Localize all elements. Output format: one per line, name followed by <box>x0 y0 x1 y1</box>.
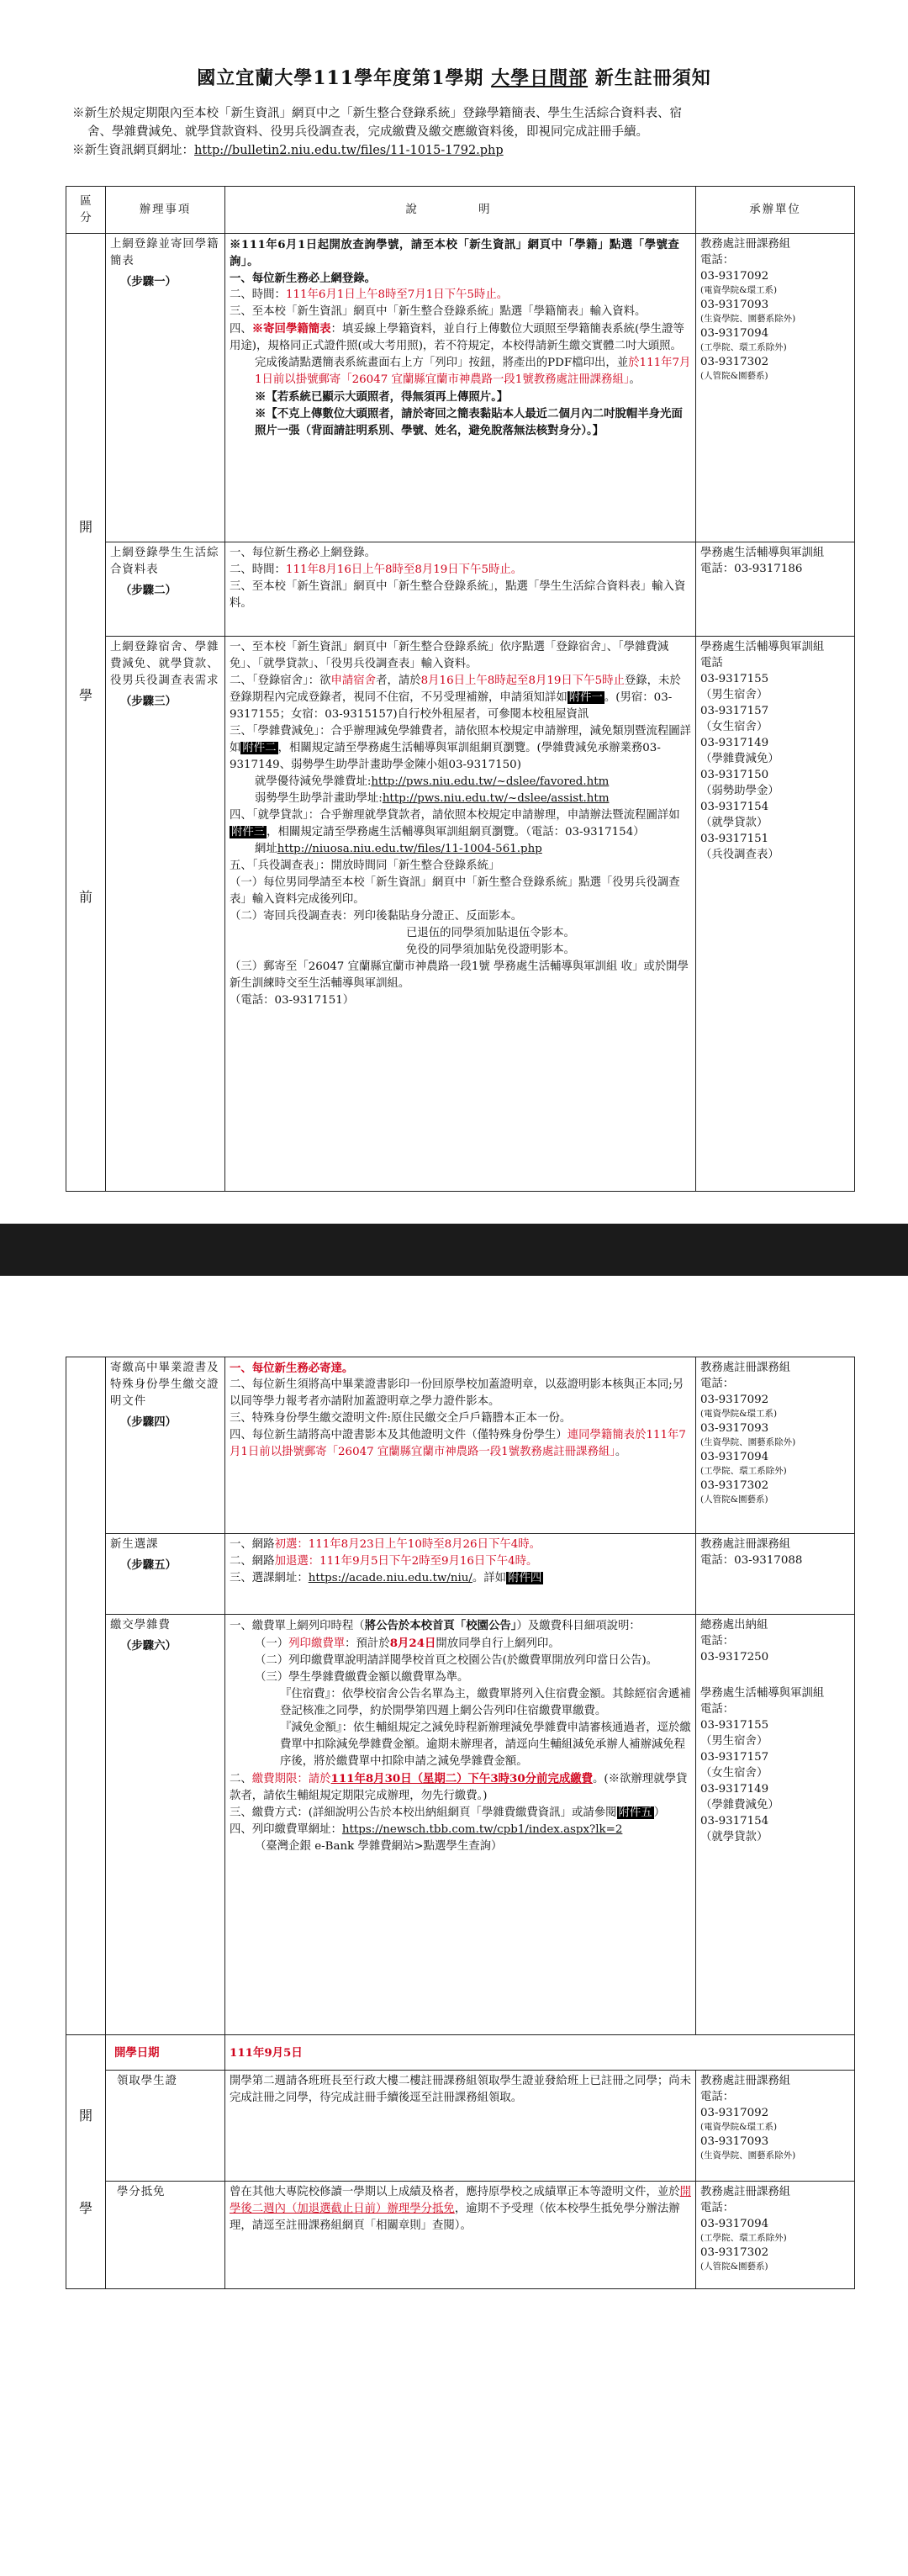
org-phone-note: (工學院、環工系除外) <box>700 2233 787 2243</box>
org-phone-note: (人管院&園藝系) <box>700 2261 768 2272</box>
opening-date-value: 111年9月5日 <box>225 2035 855 2071</box>
table-row-opening-date <box>66 2035 855 2071</box>
step-label: （步驟三） <box>120 695 177 708</box>
org-step6 <box>696 1615 855 2035</box>
desc-line: （二）列印繳費單說明請詳閱學校首頁之校園公告(於繳費單開放列印當日公告)。 <box>255 1654 658 1667</box>
org-name: 教務處註冊課務組 <box>700 2186 791 2198</box>
course-selection-link[interactable]: https://acade.niu.edu.tw/niu/ <box>308 1572 472 1584</box>
desc-line: 三、特殊身份學生繳交證明文件:原住民繳交全戶戶籍謄本正本一份。 <box>230 1412 572 1425</box>
org-phone-note: (工學院、環工系除外) <box>700 342 787 352</box>
org-phone: 03-9317302 <box>700 356 769 368</box>
org-phone: 03-9317094 <box>700 1451 769 1463</box>
org-phone: 03-9317149 <box>700 1783 769 1796</box>
org-tel-label: 電話： <box>700 2091 735 2103</box>
header-item: 辦理事項 <box>106 187 225 234</box>
org-phone-note: (電資學院&環工系) <box>700 1409 778 1419</box>
org-name: 教務處註冊課務組 <box>700 2075 791 2087</box>
org-phone-note: (電資學院&環工系) <box>700 285 778 295</box>
title-school: 國立宜蘭大學111學年度第1學期 <box>197 67 484 89</box>
desc-line: 網址http://niuosa.niu.edu.tw/files/11-1004-561.php <box>255 843 542 855</box>
table-row-step6 <box>66 1615 855 2035</box>
item-step5 <box>106 1534 225 1615</box>
org-tel-label: 電話 <box>700 657 723 669</box>
page-separator <box>0 1224 908 1276</box>
loan-link[interactable]: http://niuosa.niu.edu.tw/files/11-1004-561.php <box>277 843 542 855</box>
section-char: 學 <box>78 687 92 703</box>
item-step4 <box>106 1357 225 1534</box>
table-row-step2 <box>66 542 855 637</box>
intro-note-line: 舍、學雜費減免、就學貸款資料、役男兵役調查表，完成繳費及繳交應繳資料後，即視同完成註冊手續。 <box>87 125 648 139</box>
org-phone-note: (人管院&園藝系) <box>700 1494 768 1505</box>
step-label: （步驟六） <box>120 1639 177 1653</box>
step-label: （步驟二） <box>120 584 177 597</box>
table-row-student-card <box>66 2071 855 2182</box>
desc-line: （臺灣企銀 e-Bank 學雜費網站>點選學生查詢） <box>255 1840 503 1853</box>
intro-note <box>72 104 846 160</box>
favored-link[interactable]: http://pws.niu.edu.tw/~dslee/favored.htm <box>371 775 610 788</box>
org-phone-note: (電資學院&環工系) <box>700 2122 778 2132</box>
org-phone: 03-9317093 <box>700 1422 769 1435</box>
item-name: 上網登錄宿舍、學雜費減免、就學貸款、役男兵役調查表需求 <box>110 641 219 687</box>
org-step2 <box>696 542 855 637</box>
desc-line: 四、※寄回學籍簡表：填妥線上學籍資料，並自行上傳數位大頭照至學籍簡表系統(學生證等用途)，規格同正式證件照(或大考用照)，若不符規定，本校得請新生繳交實體二吋大頭照。 <box>230 322 684 352</box>
org-phone-note: （學雜費減免） <box>700 753 779 765</box>
org-phone: 03-9317150 <box>700 769 769 781</box>
desc-step3 <box>225 637 696 1192</box>
org-phone: 03-9317157 <box>700 1751 769 1764</box>
item-student-card <box>106 2071 225 2182</box>
desc-line: ※【不克上傳數位大頭照者，請於寄回之簡表黏貼本人最近二個月內二吋脫帽半身光面照片一張（背面請註明系別、學號、姓名，避免脫落無法核對身分）。】 <box>255 407 683 437</box>
desc-step1 <box>225 234 696 542</box>
desc-line: （二）寄回兵役調查表：列印後黏貼身分證正、反面影本。 <box>230 910 523 923</box>
org-step5 <box>696 1534 855 1615</box>
document-page-2 <box>0 1276 908 2576</box>
desc-step4 <box>225 1357 696 1534</box>
desc-line: 四、每位新生請將高中證書影本及其他證明文件（僅特殊身份學生）連同學籍簡表於111年7月1日前以掛號郵寄「26047 宜蘭縣宜蘭市神農路一段1號教務處註冊課務組」。 <box>230 1429 686 1458</box>
desc-line: （三）郵寄至「26047 宜蘭縣宜蘭市神農路一段1號 學務處生活輔導與軍訓組 收」或於開學新生訓練時交至生活輔導與軍訓組。 <box>230 960 689 990</box>
org-phone-note: （就學貸款） <box>700 817 768 829</box>
desc-line: 四、列印繳費單網址：https://newsch.tbb.com.tw/cpb1/index.aspx?lk=2 <box>230 1823 623 1836</box>
desc-line: 二、時間：111年6月1日上午8時至7月1日下午5時止。 <box>230 288 509 301</box>
desc-line: 二、網路加退選：111年9月5日下午2時至9月16日下午4時。 <box>230 1555 538 1568</box>
header-section: 區分 <box>66 187 106 234</box>
header-organizer: 承辦單位 <box>696 187 855 234</box>
desc-line: 一、繳費單上網列印時程（將公告於本校首頁「校園公告」）及繳費科目細項說明： <box>230 1619 641 1632</box>
desc-line: 免役的同學須加貼免役證明影本。 <box>406 944 575 956</box>
item-step2 <box>106 542 225 637</box>
item-credit-transfer <box>106 2182 225 2289</box>
step-label: （步驟五） <box>120 1558 177 1572</box>
org-phone: 03-9317154 <box>700 801 769 813</box>
desc-line: 五、「兵役調查表」：開放時間同「新生整合登錄系統」 <box>230 860 500 872</box>
registration-table-2 <box>66 1357 855 2289</box>
desc-line: ※【若系統已顯示大頭照者，得無須再上傳照片。】 <box>255 390 509 404</box>
desc-line: （電話：03-9317151） <box>230 994 355 1007</box>
org-tel-label: 電話： <box>700 1378 735 1390</box>
attachment-1-link[interactable]: 附件一 <box>568 691 603 704</box>
org-credit-transfer <box>696 2182 855 2289</box>
opening-date-label: 開學日期 <box>106 2035 225 2071</box>
desc-line: 開學第二週請各班班長至行政大樓二樓註冊課務組領取學生證並發給班上已註冊之同學；尚未完成註冊之同學，待完成註冊手續後逕至註冊課務組領取。 <box>230 2075 692 2104</box>
org-phone: 03-9317250 <box>700 1651 769 1664</box>
table-row-step4 <box>66 1357 855 1534</box>
org-step4 <box>696 1357 855 1534</box>
attachment-3-link[interactable]: 附件三 <box>231 826 266 838</box>
org-phone: 電話：03-9317186 <box>700 563 803 575</box>
section-char: 開 <box>78 519 92 535</box>
org-phone: 03-9317157 <box>700 705 769 717</box>
desc-line: （一）每位男同學請至本校「新生資訊」網頁中「新生整合登錄系統」點選「役男兵役調查表」輸入資料完成後列印。 <box>230 876 680 906</box>
document-title <box>0 64 908 90</box>
intro-url-label: ※新生資訊網頁網址： <box>72 144 194 157</box>
desc-line: 已退伍的同學須加貼退伍令影本。 <box>406 927 575 939</box>
item-step3 <box>106 637 225 1192</box>
desc-line: 『住宿費』：依學校宿舍公告名單為主，繳費單將列入住宿費金額。其餘經宿舍遞補登記核准之同學，約於開學第四週上網公告列印住宿繳費單繳費。 <box>280 1688 691 1717</box>
document-page-1 <box>0 0 908 1224</box>
desc-student-card <box>225 2071 696 2182</box>
desc-line: 二、「登錄宿舍」：欲申請宿舍者，請於8月16日上午8時起至8月19日下午5時止登錄，未於登錄期程內完成登錄者，視同不住宿，不另受理補辦，申請須知詳如 附件一 。(男宿：03-9317155；女宿：03-9315157)自行校外租屋者，可參閱本校租屋資訊 <box>230 674 681 721</box>
item-name: 新生選課 <box>110 1538 159 1551</box>
org-phone: 03-9317093 <box>700 299 769 311</box>
intro-url-line <box>72 141 846 160</box>
org-phone: 03-9317155 <box>700 1719 769 1732</box>
org-phone: 03-9317092 <box>700 1394 769 1406</box>
desc-line: 『減免金額』：依生輔組規定之減免時程新辦理減免學雜費申請審核通過者，逕於繳費單中扣除減免學雜費金額。逾期未辦理者，請逕向生輔組減免承辦人補辦減免程序後，將於繳費單中扣除申請之減免學雜費金額。 <box>280 1722 691 1768</box>
desc-line: 二、每位新生須將高中畢業證書影印一份回原學校加蓋證明章，以茲證明影本核與正本同;另以同等學力報考者亦請附加蓋證明章之學力證件影本。 <box>230 1378 684 1408</box>
step-label: （步驟一） <box>120 275 177 288</box>
desc-line: 三、選課網址：https://acade.niu.edu.tw/niu/。詳如 附件四 <box>230 1572 542 1584</box>
item-name: 上網登錄並寄回學籍簡表 <box>110 238 219 267</box>
desc-line: 就學優待減免學雜費址:http://pws.niu.edu.tw/~dslee/favored.htm <box>255 775 610 788</box>
org-name: 教務處註冊課務組 <box>700 1362 791 1374</box>
item-name: 繳交學雜費 <box>110 1619 171 1632</box>
org-phone-note: (生資學院、園藝系除外) <box>700 314 796 324</box>
desc-line: 一、每位新生務必寄達。 <box>230 1362 354 1375</box>
desc-line: 四、「就學貸款」：合乎辦理就學貸款者，請依照本校規定申請辦理，申請辦法暨流程圖詳如附件三 ，相關規定請至學務處生活輔導與軍訓組網頁瀏覽。（電話：03-9317154） <box>230 809 680 838</box>
desc-line: 一、每位新生務必上網登錄。 <box>230 547 377 559</box>
org-phone-note: （學雜費減免） <box>700 1799 779 1812</box>
table-row-step3 <box>66 637 855 1192</box>
desc-step5 <box>225 1534 696 1615</box>
title-division: 大學日間部 <box>491 67 589 89</box>
org-phone-note: （女生宿舍） <box>700 721 768 733</box>
table-row-credit-transfer <box>66 2182 855 2289</box>
section-char: 學 <box>78 2199 92 2216</box>
desc-line: 完成後請點選簡表系統畫面右上方「列印」按鈕，將產出的PDF檔印出，並於111年7月1日前以掛號郵寄「26047 宜蘭縣宜蘭市神農路一段1號教務處註冊課務組」。 <box>255 357 691 386</box>
table-row-step5 <box>66 1534 855 1615</box>
org-phone-note: （兵役調查表） <box>700 849 779 861</box>
section-label-before-semester <box>66 234 106 1192</box>
attachment-4-link[interactable]: 附件四 <box>508 1572 542 1584</box>
org-phone-note: (生資學院、園藝系除外) <box>700 2150 796 2161</box>
org-name: 教務處註冊課務組 <box>700 238 791 251</box>
attachment-5-link[interactable]: 附件五 <box>618 1806 652 1819</box>
org-phone: 03-9317094 <box>700 2218 769 2230</box>
table-header-row <box>66 187 855 234</box>
org-tel-label: 電話： <box>700 2202 735 2214</box>
header-description: 說 明 <box>225 187 696 234</box>
org-student-card <box>696 2071 855 2182</box>
org-phone-note: (生資學院、園藝系除外) <box>700 1437 796 1447</box>
title-subject: 新生註冊須知 <box>594 67 711 89</box>
org-tel-label: 電話： <box>700 1703 735 1716</box>
org-name: 學務處生活輔導與軍訓組 <box>700 641 825 653</box>
org-phone: 03-9317092 <box>700 2107 769 2119</box>
desc-line: 二、繳費期限：請於111年8月30日（星期二）下午3時30分前完成繳費。(※欲辦理就學貸款者，請依生輔組規定期限完成辦理，勿先行繳費。) <box>230 1772 688 1802</box>
org-phone: 電話：03-9317088 <box>700 1554 803 1567</box>
org-name: 總務處出納組 <box>700 1619 768 1632</box>
org-phone-note: (工學院、環工系除外) <box>700 1466 787 1476</box>
step-label: （步驟四） <box>120 1415 177 1429</box>
org-phone: 03-9317093 <box>700 2135 769 2148</box>
section-char: 前 <box>78 889 92 905</box>
org-phone: 03-9317092 <box>700 270 769 283</box>
item-name: 寄繳高中畢業證書及特殊身份學生繳交證明文件 <box>110 1362 219 1408</box>
desc-line: 二、時間：111年8月16日上午8時至8月19日下午5時止。 <box>230 563 523 576</box>
org-phone-note: (人管院&園藝系) <box>700 371 768 381</box>
org-phone: 03-9317154 <box>700 1815 769 1828</box>
intro-note-line: ※新生於規定期限內至本校「新生資訊」網頁中之「新生整合登錄系統」登錄學籍簡表、學生生活綜合資料表、宿 <box>72 107 682 120</box>
desc-line: 一、每位新生務必上網登錄。 <box>230 272 377 285</box>
org-phone-note: （就學貸款） <box>700 1831 768 1843</box>
attachment-2-link[interactable]: 附件二 <box>242 742 277 754</box>
org-phone-note: （男生宿舍） <box>700 689 768 701</box>
item-name: 領取學生證 <box>117 2075 177 2087</box>
desc-line: 弱勢學生助學計畫助學址:http://pws.niu.edu.tw/~dslee/assist.htm <box>255 792 610 805</box>
item-name: 上網登錄學生生活綜合資料表 <box>110 547 219 576</box>
desc-step6 <box>225 1615 696 2035</box>
org-tel-label: 電話： <box>700 254 735 267</box>
org-phone: 03-9317094 <box>700 327 769 340</box>
table-row-step1 <box>66 234 855 542</box>
desc-line: 三、至本校「新生資訊」網頁中「新生整合登錄系統」，點選「學生生活綜合資料表」輸入資料。 <box>230 580 686 610</box>
desc-credit-transfer <box>225 2182 696 2289</box>
desc-line: 三、「學雜費減免」：合乎辦理減免學雜費者，請依照本校規定申請辦理，減免類別暨流程圖詳如 附件二 ，相關規定請至學務處生活輔導與軍訓組網頁瀏覽。(學雜費減免承辦業務03-9317149、弱勢學生助學計畫助學金陳小姐03-9317150) <box>230 725 692 771</box>
desc-line: 一、網路初選：111年8月23日上午10時至8月26日下午4時。 <box>230 1538 541 1551</box>
desc-line: ※111年6月1日起開放查詢學號，請至本校「新生資訊」網頁中「學籍」點選「學號查詢」。 <box>230 238 680 268</box>
org-phone-note: （女生宿舍） <box>700 1767 768 1780</box>
bulletin-link[interactable]: http://bulletin2.niu.edu.tw/files/11-1015-1792.php <box>194 144 504 157</box>
section-cell-blank <box>66 1357 106 2035</box>
registration-table-1 <box>66 186 855 1192</box>
org-phone: 03-9317302 <box>700 2246 769 2259</box>
desc-line: （一）列印繳費單：預計於8月24日開放同學自行上網列印。 <box>255 1637 560 1650</box>
desc-line: 一、至本校「新生資訊」網頁中「新生整合登錄系統」依序點選「登錄宿舍」、「學雜費減免」、「就學貸款」、「役男兵役調查表」輸入資料。 <box>230 641 669 670</box>
section-char: 開 <box>78 2107 92 2124</box>
item-step6 <box>106 1615 225 2035</box>
desc-step2 <box>225 542 696 637</box>
assist-link[interactable]: http://pws.niu.edu.tw/~dslee/assist.htm <box>382 792 610 805</box>
desc-line: （三）學生學雜費繳費金額以繳費單為準。 <box>255 1671 469 1684</box>
org-name: 教務處註冊課務組 <box>700 1538 791 1551</box>
desc-line: 三、至本校「新生資訊」網頁中「新生整合登錄系統」點選「學籍簡表」輸入資料。 <box>230 305 647 318</box>
org-phone-note: （弱勢助學金） <box>700 785 779 797</box>
org-name: 學務處生活輔導與軍訓組 <box>700 547 825 559</box>
item-step1 <box>106 234 225 542</box>
section-label-semester-start <box>66 2035 106 2289</box>
org-phone: 03-9317149 <box>700 737 769 749</box>
org-name: 學務處生活輔導與軍訓組 <box>700 1687 825 1700</box>
desc-line: 曾在其他大專院校修讀一學期以上成績及格者，應持原學校之成績單正本等證明文件，並於開學後二週內（加退選截止日前）辦理學分抵免，逾期不予受理（依本校學生抵免學分辦法辦理，請逕至註冊課務組網頁「相關章則」查閱）。 <box>230 2186 692 2232</box>
payment-link[interactable]: https://newsch.tbb.com.tw/cpb1/index.aspx?lk=2 <box>341 1823 623 1836</box>
org-phone: 03-9317155 <box>700 673 769 685</box>
org-phone-note: （男生宿舍） <box>700 1735 768 1748</box>
org-phone: 03-9317302 <box>700 1479 769 1492</box>
org-phone: 03-9317151 <box>700 833 769 845</box>
desc-line: 三、繳費方式：(詳細說明公告於本校出納組網頁「學雜費繳費資訊」或請參閱 附件五 ） <box>230 1806 666 1819</box>
org-step3 <box>696 637 855 1192</box>
org-step1 <box>696 234 855 542</box>
org-tel-label: 電話： <box>700 1635 735 1648</box>
item-name: 學分抵免 <box>117 2186 166 2198</box>
